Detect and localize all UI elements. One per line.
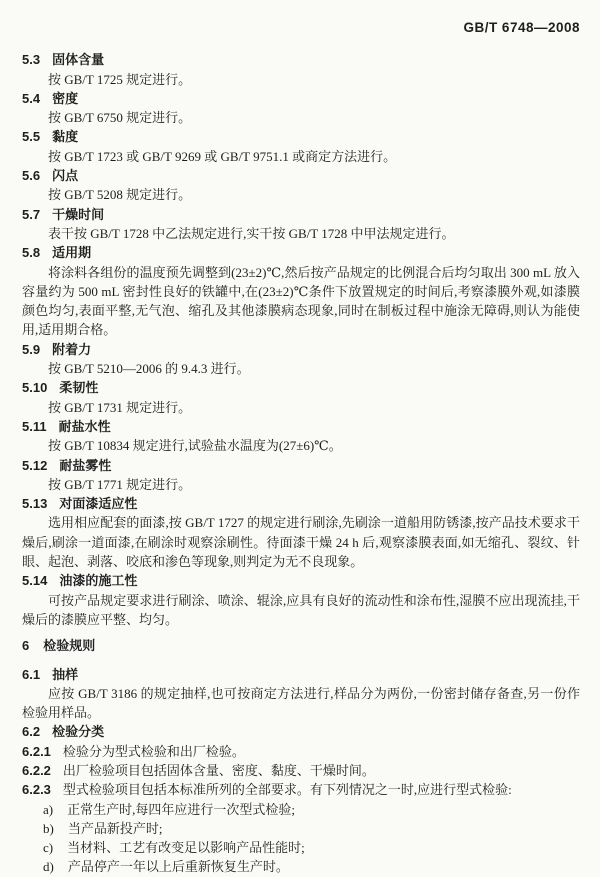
clause-heading-5-6	[22, 166, 580, 185]
list-item-c	[22, 838, 580, 857]
clause-title: 油漆的施工性	[59, 573, 138, 589]
list-item-a	[22, 800, 580, 819]
clause-heading-5-4	[22, 89, 580, 108]
list-item-b	[22, 819, 580, 838]
doc-header-standard-number: GB/T 6748—2008	[463, 20, 580, 35]
clause-number: 5.14	[22, 573, 48, 589]
clause-number: 5.11	[22, 418, 47, 434]
clause-title: 黏度	[52, 129, 79, 145]
subclause-6-2-2	[22, 761, 580, 780]
clause-title: 附着力	[52, 341, 92, 357]
list-item-marker: b)	[43, 820, 54, 836]
clause-body-6-1: 应按 GB/T 3186 的规定抽样,也可按商定方法进行,样品分为两份,一份密封储存备查,另一份作检验用样品。	[22, 685, 580, 721]
clause-title: 密度	[52, 90, 79, 106]
clause-title: 耐盐水性	[58, 418, 111, 434]
clause-heading-5-10	[22, 378, 580, 397]
clause-body-5-6: 按 GB/T 5208 规定进行。	[48, 187, 192, 203]
subclause-number: 6.2.1	[22, 743, 51, 759]
subclause-6-2-1	[22, 742, 580, 761]
subclause-text: 型式检验项目包括本标准所列的全部要求。有下列情况之一时,应进行型式检验:	[62, 782, 512, 798]
clause-title: 对面漆适应性	[59, 496, 138, 512]
clause-body-5-5: 按 GB/T 1723 或 GB/T 9269 或 GB/T 9751.1 或商定方法进行。	[48, 148, 397, 164]
subclause-number: 6.2.3	[22, 782, 51, 798]
clause-number: 6.1	[22, 666, 41, 682]
clause-body-5-3: 按 GB/T 1725 规定进行。	[48, 71, 192, 87]
clause-heading-5-8	[22, 243, 580, 262]
clause-number: 5.5	[22, 129, 41, 145]
clause-body-5-9: 按 GB/T 5210—2006 的 9.4.3 进行。	[48, 361, 250, 377]
clause-title: 抽样	[52, 666, 79, 682]
clause-title: 耐盐雾性	[59, 457, 112, 473]
clause-title: 检验分类	[52, 724, 105, 740]
clause-body-5-7: 表干按 GB/T 1728 中乙法规定进行,实干按 GB/T 1728 中甲法规定进行。	[48, 225, 455, 241]
subclause-text: 出厂检验项目包括固体含量、密度、黏度、干燥时间。	[62, 762, 375, 778]
clause-title: 闪点	[52, 168, 79, 184]
list-item-marker: c)	[43, 840, 54, 856]
clause-title: 适用期	[52, 245, 92, 261]
clause-body-5-12: 按 GB/T 1771 规定进行。	[48, 476, 192, 492]
document-content	[22, 50, 580, 876]
list-item-d	[22, 857, 580, 876]
list-item-text: 当产品新投产时;	[67, 820, 163, 836]
clause-number: 5.10	[22, 380, 48, 396]
clause-body-5-4: 按 GB/T 6750 规定进行。	[48, 110, 192, 126]
chapter-number: 6	[22, 638, 30, 654]
list-item-text: 正常生产时,每四年应进行一次型式检验;	[67, 801, 295, 817]
clause-number: 5.7	[22, 206, 41, 222]
clause-heading-6-2	[22, 722, 580, 741]
clause-number: 5.12	[22, 457, 48, 473]
list-item-text: 产品停产一年以上后重新恢复生产时。	[67, 859, 289, 875]
clause-number: 5.13	[22, 496, 48, 512]
clause-title: 固体含量	[52, 52, 105, 68]
clause-number: 6.2	[22, 724, 41, 740]
clause-number: 5.4	[22, 90, 41, 106]
clause-heading-5-7	[22, 205, 580, 224]
clause-title: 干燥时间	[52, 206, 105, 222]
clause-heading-5-14	[22, 571, 580, 590]
clause-heading-5-11	[22, 417, 580, 436]
clause-body-5-13: 选用相应配套的面漆,按 GB/T 1727 的规定进行刷涂,先刷涂一道船用防锈漆,按产品技术要求干燥后,刷涂一道面漆,在刷涂时观察涂刷性。待面漆干燥 24 h 后,观察漆膜表面,如无缩孔、裂纹、针眼、起泡、剥落、咬底和渗色等现象,则判定为无不良现象。	[22, 515, 580, 570]
clause-heading-5-12	[22, 456, 580, 475]
clause-heading-5-3	[22, 50, 580, 69]
subclause-number: 6.2.2	[22, 762, 51, 778]
list-item-marker: a)	[43, 801, 54, 817]
chapter-heading-6	[22, 636, 580, 655]
subclause-6-2-3	[22, 780, 580, 799]
list-item-text: 当材料、工艺有改变足以影响产品性能时;	[67, 840, 305, 856]
chapter-title: 检验规则	[43, 638, 96, 654]
clause-number: 5.3	[22, 52, 41, 68]
clause-body-5-11: 按 GB/T 10834 规定进行,试验盐水温度为(27±6)℃。	[48, 438, 342, 454]
clause-heading-6-1	[22, 665, 580, 684]
list-item-marker: d)	[43, 859, 54, 875]
clause-body-5-10: 按 GB/T 1731 规定进行。	[48, 399, 192, 415]
clause-heading-5-13	[22, 494, 580, 513]
subclause-text: 检验分为型式检验和出厂检验。	[62, 743, 245, 759]
clause-title: 柔韧性	[59, 380, 99, 396]
clause-number: 5.9	[22, 341, 41, 357]
clause-body-5-8: 将涂料各组份的温度预先调整到(23±2)℃,然后按产品规定的比例混合后均匀取出 300 mL 放入容量约为 500 mL 密封性良好的铁罐中,在(23±2)℃条件下放置规定的时间后,考察漆膜外观,如漆膜颜色均匀,表面平整,无气泡、缩孔及其他漆膜病态现象,同时在制板过程中施涂无障碍,则认为能使用,适用期合格。	[22, 264, 580, 338]
clause-heading-5-9	[22, 340, 580, 359]
clause-heading-5-5	[22, 127, 580, 146]
clause-number: 5.6	[22, 168, 41, 184]
clause-body-5-14: 可按产品规定要求进行刷涂、喷涂、辊涂,应具有良好的流动性和涂布性,湿膜不应出现流挂,干燥后的漆膜应平整、均匀。	[22, 592, 580, 627]
clause-number: 5.8	[22, 245, 41, 261]
